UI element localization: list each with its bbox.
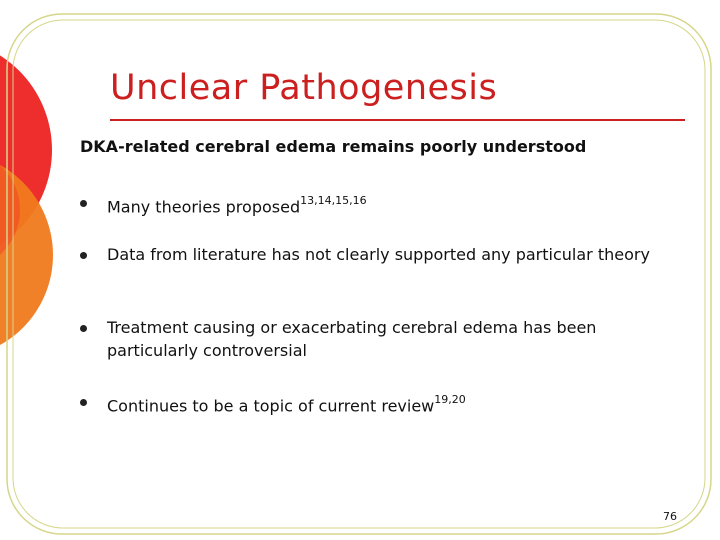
bullet-dot-icon bbox=[80, 200, 87, 207]
citation-superscript: 19,20 bbox=[434, 393, 466, 406]
bullet-dot-icon bbox=[80, 325, 87, 332]
slide-title: Unclear Pathogenesis bbox=[110, 68, 498, 108]
title-underline bbox=[110, 119, 685, 121]
bullet-text: Treatment causing or exacerbating cerebral edema has been particularly controversial bbox=[107, 318, 597, 360]
slide-subtitle: DKA-related cerebral edema remains poorly understood bbox=[80, 137, 587, 156]
citation-superscript: 13,14,15,16 bbox=[300, 194, 367, 207]
bullet-dot-icon bbox=[80, 252, 87, 259]
page-number: 76 bbox=[663, 510, 677, 523]
bullet-text: Data from literature has not clearly supported any particular theory bbox=[107, 245, 650, 264]
bullet-dot-icon bbox=[80, 399, 87, 406]
bullet-text: Many theories proposed bbox=[107, 197, 301, 217]
bullet-text: Continues to be a topic of current review bbox=[107, 396, 435, 416]
